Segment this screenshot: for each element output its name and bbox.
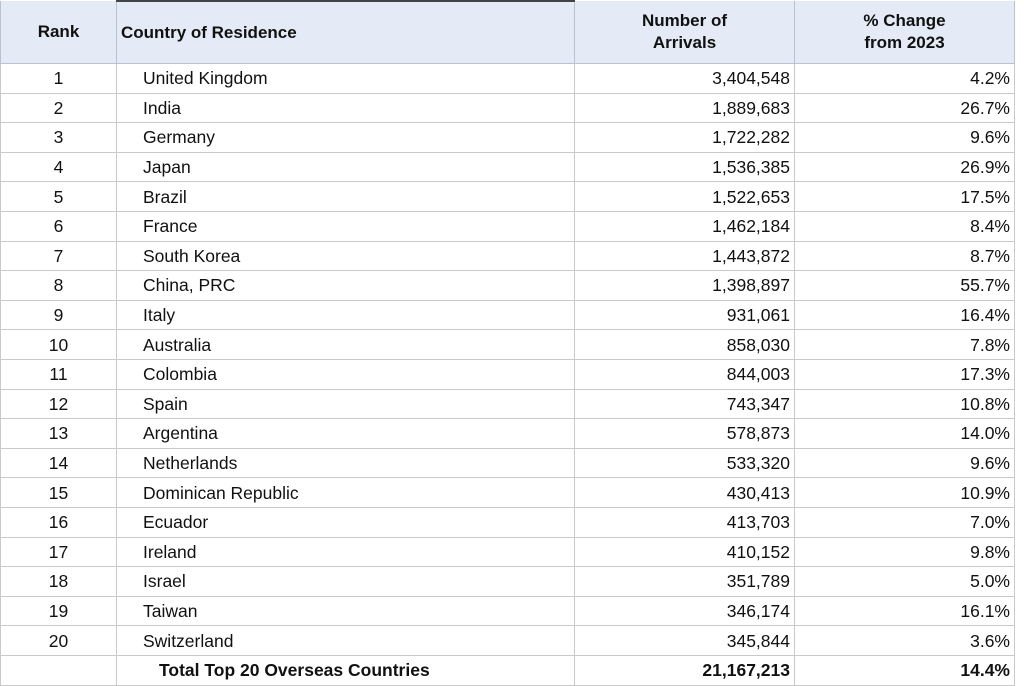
table-body <box>1 64 1015 686</box>
rank-cell: 14 <box>1 448 117 478</box>
arrivals-header-line1: Number of <box>642 11 727 30</box>
rank-cell: 3 <box>1 123 117 153</box>
change-cell: 55.7% <box>795 271 1015 301</box>
table-row <box>1 567 1015 597</box>
table-row <box>1 241 1015 271</box>
arrivals-cell: 1,522,653 <box>575 182 795 212</box>
table-row <box>1 211 1015 241</box>
table-row <box>1 419 1015 449</box>
arrivals-cell: 1,722,282 <box>575 123 795 153</box>
country-cell: Taiwan <box>117 596 575 626</box>
arrivals-header-line2: Arrivals <box>652 33 717 52</box>
country-cell: Brazil <box>117 182 575 212</box>
arrivals-cell: 1,536,385 <box>575 152 795 182</box>
country-cell: Argentina <box>117 419 575 449</box>
country-cell: Colombia <box>117 359 575 389</box>
table-row <box>1 271 1015 301</box>
change-cell: 8.7% <box>795 241 1015 271</box>
total-change: 14.4% <box>795 655 1015 685</box>
country-cell: France <box>117 211 575 241</box>
rank-header: Rank <box>1 1 117 64</box>
arrivals-cell: 410,152 <box>575 537 795 567</box>
arrivals-cell: 931,061 <box>575 300 795 330</box>
table-row <box>1 64 1015 94</box>
table-row <box>1 330 1015 360</box>
country-cell: Dominican Republic <box>117 478 575 508</box>
change-cell: 7.8% <box>795 330 1015 360</box>
change-cell: 8.4% <box>795 211 1015 241</box>
arrivals-cell: 346,174 <box>575 596 795 626</box>
table-row <box>1 123 1015 153</box>
table-row <box>1 596 1015 626</box>
arrivals-header <box>575 1 795 64</box>
change-header-line2: from 2023 <box>864 33 945 52</box>
arrivals-cell: 345,844 <box>575 626 795 656</box>
change-header-line1: % Change <box>863 11 946 30</box>
country-cell: Italy <box>117 300 575 330</box>
arrivals-cell: 743,347 <box>575 389 795 419</box>
change-cell: 10.8% <box>795 389 1015 419</box>
table-row <box>1 359 1015 389</box>
arrivals-cell: 858,030 <box>575 330 795 360</box>
total-arrivals: 21,167,213 <box>575 655 795 685</box>
rank-cell: 19 <box>1 596 117 626</box>
table-row <box>1 182 1015 212</box>
rank-cell: 16 <box>1 507 117 537</box>
arrivals-cell: 430,413 <box>575 478 795 508</box>
country-cell: United Kingdom <box>117 64 575 94</box>
change-cell: 10.9% <box>795 478 1015 508</box>
change-cell: 3.6% <box>795 626 1015 656</box>
country-cell: South Korea <box>117 241 575 271</box>
table-row <box>1 93 1015 123</box>
country-cell: Spain <box>117 389 575 419</box>
table-row <box>1 300 1015 330</box>
rank-cell: 10 <box>1 330 117 360</box>
change-cell: 17.5% <box>795 182 1015 212</box>
change-cell: 9.6% <box>795 123 1015 153</box>
rank-cell: 20 <box>1 626 117 656</box>
table-row <box>1 152 1015 182</box>
country-cell: Ireland <box>117 537 575 567</box>
header-row <box>1 1 1015 64</box>
change-cell: 16.4% <box>795 300 1015 330</box>
arrivals-cell: 351,789 <box>575 567 795 597</box>
rank-cell: 6 <box>1 211 117 241</box>
rank-cell: 5 <box>1 182 117 212</box>
country-cell: Switzerland <box>117 626 575 656</box>
arrivals-cell: 1,889,683 <box>575 93 795 123</box>
country-cell: Australia <box>117 330 575 360</box>
country-cell: China, PRC <box>117 271 575 301</box>
country-cell: Japan <box>117 152 575 182</box>
total-row <box>1 655 1015 685</box>
country-cell: India <box>117 93 575 123</box>
arrivals-cell: 3,404,548 <box>575 64 795 94</box>
rank-cell: 12 <box>1 389 117 419</box>
country-header: Country of Residence <box>117 1 575 64</box>
rank-cell: 7 <box>1 241 117 271</box>
country-cell: Israel <box>117 567 575 597</box>
arrivals-cell: 1,462,184 <box>575 211 795 241</box>
change-cell: 26.7% <box>795 93 1015 123</box>
rank-cell: 2 <box>1 93 117 123</box>
rank-cell: 18 <box>1 567 117 597</box>
country-cell: Ecuador <box>117 507 575 537</box>
arrivals-cell: 533,320 <box>575 448 795 478</box>
total-label: Total Top 20 Overseas Countries <box>117 655 575 685</box>
change-header <box>795 1 1015 64</box>
country-cell: Germany <box>117 123 575 153</box>
rank-cell: 17 <box>1 537 117 567</box>
arrivals-cell: 1,398,897 <box>575 271 795 301</box>
arrivals-cell: 1,443,872 <box>575 241 795 271</box>
change-cell: 5.0% <box>795 567 1015 597</box>
table-row <box>1 507 1015 537</box>
rank-cell: 8 <box>1 271 117 301</box>
rank-cell: 9 <box>1 300 117 330</box>
table-row <box>1 478 1015 508</box>
change-cell: 16.1% <box>795 596 1015 626</box>
rank-cell: 1 <box>1 64 117 94</box>
change-cell: 26.9% <box>795 152 1015 182</box>
change-cell: 17.3% <box>795 359 1015 389</box>
change-cell: 14.0% <box>795 419 1015 449</box>
table-row <box>1 389 1015 419</box>
change-cell: 4.2% <box>795 64 1015 94</box>
arrivals-cell: 578,873 <box>575 419 795 449</box>
arrivals-cell: 844,003 <box>575 359 795 389</box>
total-rank-cell <box>1 655 117 685</box>
change-cell: 9.6% <box>795 448 1015 478</box>
table-row <box>1 537 1015 567</box>
arrivals-cell: 413,703 <box>575 507 795 537</box>
change-cell: 9.8% <box>795 537 1015 567</box>
rank-cell: 13 <box>1 419 117 449</box>
rank-cell: 4 <box>1 152 117 182</box>
rank-cell: 15 <box>1 478 117 508</box>
change-cell: 7.0% <box>795 507 1015 537</box>
table-row <box>1 448 1015 478</box>
rank-cell: 11 <box>1 359 117 389</box>
country-cell: Netherlands <box>117 448 575 478</box>
table-row <box>1 626 1015 656</box>
